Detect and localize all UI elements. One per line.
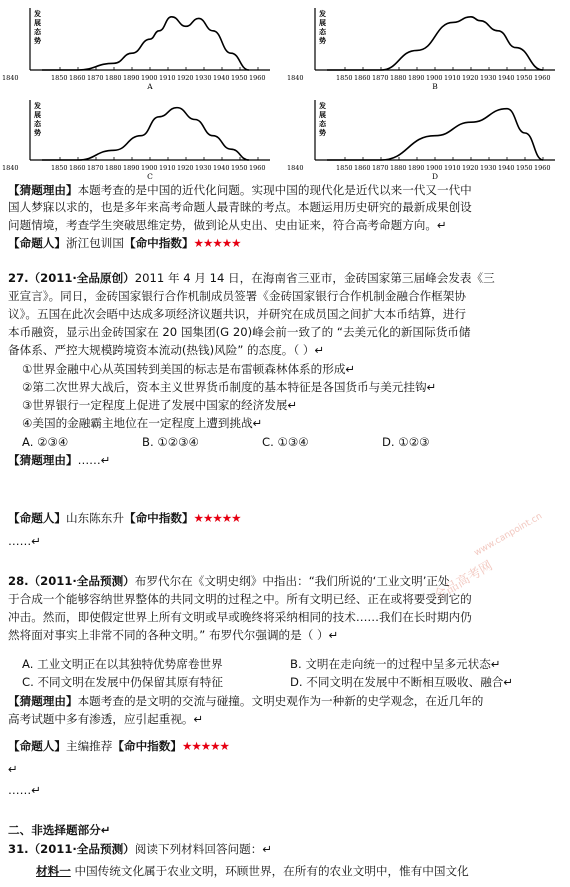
q27-text-5: 备体系、严控大规模跨境资本流动(热钱)风险” 的态度。（ ）↵ xyxy=(8,343,325,357)
chart-d-tick-label: 1930 xyxy=(480,164,497,172)
q31-line xyxy=(8,842,564,857)
q27-author: 山东陈东升 xyxy=(65,511,124,525)
q27-option-1 xyxy=(22,362,564,377)
chart-d-ylabel-char: 展 xyxy=(319,110,326,119)
chart-d-ylabel-char: 势 xyxy=(319,128,326,137)
q28-line-1 xyxy=(8,574,564,589)
chart-d-curve xyxy=(327,109,543,160)
chart-b-tick-label: 1840 xyxy=(287,74,304,82)
section2-title-text: 二、非选择题部分↵ xyxy=(8,823,111,837)
q26-reason-text-1: 本题考查的是中国的近代化问题。实现中国的现代化是近代以来一代又一代中 xyxy=(77,183,472,197)
q26-reason-tag: 【猜题理由】 xyxy=(8,183,78,197)
chart-a-tick-label: 1840 xyxy=(2,74,19,82)
chart-d xyxy=(285,92,570,182)
q27-reason-tag: 【猜题理由】 xyxy=(8,453,78,467)
chart-d-tick-label: 1890 xyxy=(408,164,425,172)
chart-c-ylabel-char: 势 xyxy=(34,128,41,137)
q26-reason-line-1 xyxy=(8,183,564,198)
chart-a-ylabel-char: 发 xyxy=(34,9,41,18)
q28-choices-row-1 xyxy=(22,657,564,672)
q28-text-1: 布罗代尔在《文明史纲》中指出：“我们所说的‘工业文明’正处 xyxy=(134,574,450,588)
chart-a-ylabel-char: 势 xyxy=(34,36,41,45)
q27-option-3 xyxy=(22,398,564,413)
section2-title xyxy=(8,823,564,838)
chart-a-ylabel-char: 态 xyxy=(34,27,41,36)
chart-b xyxy=(285,0,570,92)
chart-d-ylabel-char: 发 xyxy=(319,101,326,110)
chart-d-tick-label: 1880 xyxy=(390,164,407,172)
q27-line-4 xyxy=(8,325,564,340)
q28-text-2: 于合成一个能够容纳世界整体的共同文明的过程之中。所有文明已经、正在或将要受到它的 xyxy=(8,592,472,606)
chart-c-ylabel-char: 展 xyxy=(34,110,41,119)
q28-choice-b[interactable]: B. 文明在走向统一的过程中呈多元状态↵ xyxy=(290,657,501,671)
q27-choice-b[interactable]: B. ①②③④ xyxy=(142,435,199,449)
chart-c-tick-label: 1850 xyxy=(51,164,68,172)
q28-choices-row-2 xyxy=(22,675,564,690)
chart-c-panel-label: C xyxy=(147,172,153,181)
q27-line-2 xyxy=(8,289,564,304)
q27-stars: ★★★★★ xyxy=(193,511,241,525)
chart-c-tick-label: 1880 xyxy=(105,164,122,172)
material-1-text: 中国传统文化属于农业文明，环顾世界，在所有的农业文明中，惟有中国文化 xyxy=(70,864,469,878)
chart-b-tick-label: 1870 xyxy=(372,74,389,82)
q27-author-tag: 【命题人】 xyxy=(8,511,66,525)
chart-d-tick-label: 1910 xyxy=(444,164,461,172)
q26-author-line xyxy=(8,236,564,251)
chart-d-tick-label: 1850 xyxy=(336,164,353,172)
chart-a-tick-label: 1850 xyxy=(51,74,68,82)
chart-c xyxy=(0,92,285,182)
chart-b-tick-label: 1850 xyxy=(336,74,353,82)
chart-a-curve xyxy=(42,17,249,70)
q26-reason-text-3: 问题情境，考查学生突破思维定势，做到论从史出、史由证来，符合高考命题方向。↵ xyxy=(8,218,447,232)
chart-d-tick-label: 1900 xyxy=(426,164,443,172)
chart-d-tick-label: 1950 xyxy=(516,164,533,172)
chart-b-ylabel-char: 态 xyxy=(319,27,326,36)
q28-reason-text-2: 高考试题中多有渗透，应引起重视。↵ xyxy=(8,712,204,726)
q27-choice-d[interactable]: D. ①②③ xyxy=(382,435,430,449)
q28-ellipsis xyxy=(8,783,564,798)
q28-reason-line-1 xyxy=(8,694,564,709)
chart-a-svg xyxy=(0,0,285,92)
q27-choice-a[interactable]: A. ②③④ xyxy=(22,435,69,449)
q27-text-2: 亚宣言》。同日，金砖国家银行合作机制成员签署《金砖国家银行合作机制金融合作框架协 xyxy=(8,289,466,303)
q28-line-4 xyxy=(8,628,564,643)
chart-c-tick-label: 1840 xyxy=(2,164,19,172)
chart-b-ylabel-char: 展 xyxy=(319,18,326,27)
q26-author-tag: 【命题人】 xyxy=(8,236,66,250)
chart-c-ylabel-char: 态 xyxy=(34,119,41,128)
chart-c-tick-label: 1960 xyxy=(249,164,266,172)
chart-b-tick-label: 1950 xyxy=(516,74,533,82)
chart-b-ylabel-char: 势 xyxy=(319,36,326,45)
q27-choice-c[interactable]: C. ①③④ xyxy=(262,435,309,449)
q28-ellipsis-text: ……↵ xyxy=(8,783,41,797)
chart-c-tick-label: 1860 xyxy=(69,164,86,172)
chart-a xyxy=(0,0,285,92)
chart-c-tick-label: 1910 xyxy=(159,164,176,172)
q28-choice-c[interactable]: C. 不同文明在发展中仍保留其原有特征 xyxy=(22,675,223,689)
q28-reason-tag: 【猜题理由】 xyxy=(8,694,78,708)
chart-b-tick-label: 1940 xyxy=(498,74,515,82)
chart-b-tick-label: 1880 xyxy=(390,74,407,82)
chart-c-tick-label: 1950 xyxy=(231,164,248,172)
q28-author-tag: 【命题人】 xyxy=(8,739,66,753)
q27-author-line xyxy=(8,511,564,526)
chart-c-tick-label: 1890 xyxy=(123,164,140,172)
q26-reason-line-2 xyxy=(8,200,564,215)
chart-d-ylabel-char: 态 xyxy=(319,119,326,128)
q28-blank xyxy=(8,762,564,777)
q28-text-3: 冲击。然而，即使假定世界上所有文明或早或晚终将采纳相同的技术……我们在长时期内仍 xyxy=(8,610,472,624)
chart-a-tick-label: 1930 xyxy=(195,74,212,82)
q27-line-1 xyxy=(8,271,564,286)
q27-option-4 xyxy=(22,416,564,431)
material-1-tag: 材料一 xyxy=(36,864,71,878)
chart-a-tick-label: 1940 xyxy=(213,74,230,82)
chart-c-tick-label: 1870 xyxy=(87,164,104,172)
q28-text-4: 然将面对事实上非常不同的各种文明。” 布罗代尔强调的是（ ）↵ xyxy=(8,628,339,642)
chart-c-ylabel-char: 发 xyxy=(34,101,41,110)
q28-choice-a[interactable]: A. 工业文明正在以其独特优势席卷世界 xyxy=(22,657,223,671)
q27-option-2 xyxy=(22,380,564,395)
q28-reason-text-1: 本题考查的是文明的交流与碰撞。文明史观作为一种新的史学观念，在近几年的 xyxy=(77,694,484,708)
chart-c-tick-label: 1940 xyxy=(213,164,230,172)
q26-author: 浙江包训国 xyxy=(65,236,124,250)
q27-choices xyxy=(22,435,564,450)
q28-author-line xyxy=(8,739,564,754)
q27-text-3: 议》。五国在此次会晤中达成多项经济议题共识，并研究在成员国之间扩大本币结算，进行 xyxy=(8,307,466,321)
chart-a-tick-label: 1960 xyxy=(249,74,266,82)
chart-b-tick-label: 1910 xyxy=(444,74,461,82)
q27-text-1: 2011 年 4 月 14 日，在海南省三亚市，金砖国家第三届峰会发表《三 xyxy=(134,271,495,285)
q27-option-3-text: ③世界银行一定程度上促进了发展中国家的经济发展↵ xyxy=(22,398,298,412)
chart-d-tick-label: 1860 xyxy=(354,164,371,172)
q27-reason-line xyxy=(8,453,564,468)
chart-a-ylabel-char: 展 xyxy=(34,18,41,27)
watermark-site: 全品高考网 xyxy=(431,558,496,604)
chart-b-tick-label: 1900 xyxy=(426,74,443,82)
chart-c-svg xyxy=(0,92,285,182)
chart-a-tick-label: 1860 xyxy=(69,74,86,82)
q26-reason-line-3 xyxy=(8,218,564,233)
chart-a-tick-label: 1900 xyxy=(141,74,158,82)
chart-d-tick-label: 1960 xyxy=(534,164,551,172)
chart-b-tick-label: 1890 xyxy=(408,74,425,82)
q31-head: 31.（2011·全品预测） xyxy=(8,842,135,856)
watermark-url-text: www.canpoint.cn xyxy=(472,511,545,559)
material-1-line xyxy=(36,864,564,879)
q27-ellipsis xyxy=(8,534,564,549)
chart-b-svg xyxy=(285,0,570,92)
q28-line-3 xyxy=(8,610,564,625)
chart-d-svg xyxy=(285,92,570,182)
q28-hit-tag: 【命中指数】 xyxy=(112,739,182,753)
chart-b-tick-label: 1860 xyxy=(354,74,371,82)
chart-a-panel-label: A xyxy=(147,82,153,91)
chart-a-tick-label: 1890 xyxy=(123,74,140,82)
chart-b-tick-label: 1920 xyxy=(462,74,479,82)
q28-blank-text: ↵ xyxy=(8,762,18,776)
chart-d-tick-label: 1940 xyxy=(498,164,515,172)
q26-hit-tag: 【命中指数】 xyxy=(123,236,194,250)
chart-b-tick-label: 1960 xyxy=(534,74,551,82)
chart-a-tick-label: 1950 xyxy=(231,74,248,82)
q26-reason-text-2: 国人梦寐以求的，也是多年来高考命题人最青睐的考点。本题运用历史研究的最新成果创设 xyxy=(8,200,472,214)
chart-d-tick-label: 1920 xyxy=(462,164,479,172)
chart-c-curve xyxy=(42,108,249,160)
chart-d-tick-label: 1870 xyxy=(372,164,389,172)
chart-d-tick-label: 1840 xyxy=(287,164,304,172)
q27-option-4-text: ④美国的金融霸主地位在一定程度上遭到挑战↵ xyxy=(22,416,263,430)
q27-text-4: 本币融资，显示出金砖国家在 20 国集团(G 20)峰会前一致了的 “去美元化的新国际货币储 xyxy=(8,325,471,339)
q28-stars: ★★★★★ xyxy=(181,739,229,753)
chart-b-tick-label: 1930 xyxy=(480,74,497,82)
chart-a-tick-label: 1870 xyxy=(87,74,104,82)
chart-a-tick-label: 1910 xyxy=(159,74,176,82)
chart-c-tick-label: 1900 xyxy=(141,164,158,172)
q28-choice-d[interactable]: D. 不同文明在发展中不断相互吸收、融合↵ xyxy=(290,675,514,689)
q27-line-3 xyxy=(8,307,564,322)
q31-text: 阅读下列材料回答问题：↵ xyxy=(134,842,273,856)
chart-b-curve xyxy=(327,17,543,70)
chart-a-tick-label: 1880 xyxy=(105,74,122,82)
q27-head: 27.（2011·全品原创） xyxy=(8,271,135,285)
chart-b-panel-label: B xyxy=(432,82,438,91)
q27-option-1-text: ①世界金融中心从英国转到美国的标志是布雷顿森林体系的形成↵ xyxy=(22,362,356,376)
chart-b-ylabel-char: 发 xyxy=(319,9,326,18)
q28-line-2 xyxy=(8,592,564,607)
chart-a-tick-label: 1920 xyxy=(177,74,194,82)
q27-hit-tag: 【命中指数】 xyxy=(123,511,194,525)
q28-author: 主编推荐 xyxy=(65,739,113,753)
chart-d-panel-label: D xyxy=(431,172,439,181)
q27-option-2-text: ②第二次世界大战后，资本主义世界货币制度的基本特征是各国货币与美元挂钩↵ xyxy=(22,380,437,394)
chart-c-tick-label: 1930 xyxy=(195,164,212,172)
q27-reason: ……↵ xyxy=(77,453,111,467)
q27-ellipsis-text: ……↵ xyxy=(8,534,41,548)
q28-head: 28.（2011·全品预测） xyxy=(8,574,135,588)
q28-reason-line-2 xyxy=(8,712,564,727)
q26-stars: ★★★★★ xyxy=(193,236,241,250)
q27-line-5 xyxy=(8,343,564,358)
chart-c-tick-label: 1920 xyxy=(177,164,194,172)
